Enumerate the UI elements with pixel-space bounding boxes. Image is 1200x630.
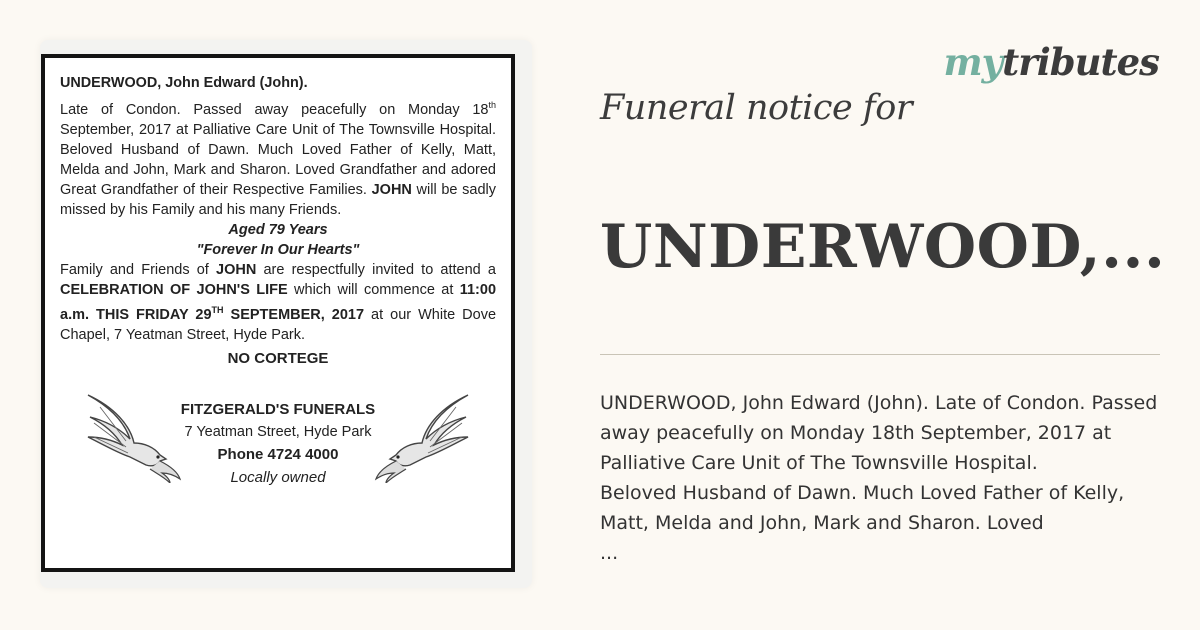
notice-p1-bold: JOHN: [371, 181, 412, 198]
mytributes-logo[interactable]: [943, 40, 1159, 84]
notice-aged: Aged 79 Years: [228, 221, 328, 238]
notice-excerpt: [600, 388, 1200, 568]
notice-p2-bold-4: SEPTEMBER, 2017: [223, 306, 365, 323]
page-title: UNDERWOOD,...: [600, 212, 1166, 282]
notice-no-cortege: NO CORTEGE: [227, 349, 329, 367]
notice-p2-text-a: Family and Friends of: [60, 261, 216, 278]
notice-p1-text-a: Late of Condon. Passed away peacefully on Monday 18: [60, 101, 489, 118]
notice-funeral-director-footer: [60, 387, 496, 505]
logo-tributes: tributes: [1002, 40, 1159, 84]
notice-forever: "Forever In Our Hearts": [196, 241, 360, 258]
excerpt-ellipsis: ...: [600, 542, 619, 564]
logo-my: my: [943, 40, 1003, 84]
funeral-notice-clipping: [41, 54, 515, 572]
notice-p2-bold-3: 11:00 a.m. THIS FRIDAY 29: [60, 281, 497, 323]
notice-paragraph-1: [60, 95, 496, 220]
notice-p2-bold-2: CELEBRATION OF JOHN'S LIFE: [60, 281, 288, 298]
notice-p1-sup: th: [488, 100, 496, 110]
notice-p1-text-b: September, 2017 at Palliative Care Unit of The Townsville Hospital. Beloved Husband of Dawn. Much Loved Father of Kelly, Matt, Melda and John, Mark and Sharon. Loved Grandfather and adored Great Grandfather of their Respective Families.: [60, 121, 496, 198]
page-subtitle: Funeral notice for: [600, 88, 913, 128]
funeral-director-phone: Phone 4724 4000: [217, 445, 339, 463]
divider: [600, 354, 1160, 355]
notice-paragraph-2: [60, 260, 496, 345]
notice-p2-text-b: are respectfully invited to attend a: [256, 261, 496, 278]
notice-p1-text-c: will be sadly missed by his Family and his many Friends.: [60, 181, 496, 218]
funeral-director-address: 7 Yeatman Street, Hyde Park: [184, 423, 372, 440]
excerpt-line: Palliative Care Unit of The Townsville Hospital.: [600, 452, 1038, 474]
funeral-director-details: [140, 399, 416, 489]
notice-p2-text-d: at our White Dove Chapel, 7 Yeatman Street, Hyde Park.: [60, 306, 497, 343]
excerpt-line: away peacefully on Monday 18th September, 2017 at: [600, 422, 1112, 444]
notice-p2-text-c: which will commence at: [287, 281, 460, 298]
excerpt-line: Matt, Melda and John, Mark and Sharon. Loved: [600, 512, 1044, 534]
excerpt-line: UNDERWOOD, John Edward (John). Late of Condon. Passed: [600, 392, 1158, 414]
notice-p2-sup: TH: [211, 304, 224, 315]
notice-deceased-name: UNDERWOOD, John Edward (John).: [60, 75, 308, 91]
excerpt-line: Beloved Husband of Dawn. Much Loved Father of Kelly,: [600, 482, 1125, 504]
funeral-director-name: FITZGERALD'S FUNERALS: [180, 400, 376, 418]
notice-p2-bold-1: JOHN: [216, 261, 257, 278]
funeral-director-tagline: Locally owned: [230, 468, 326, 486]
